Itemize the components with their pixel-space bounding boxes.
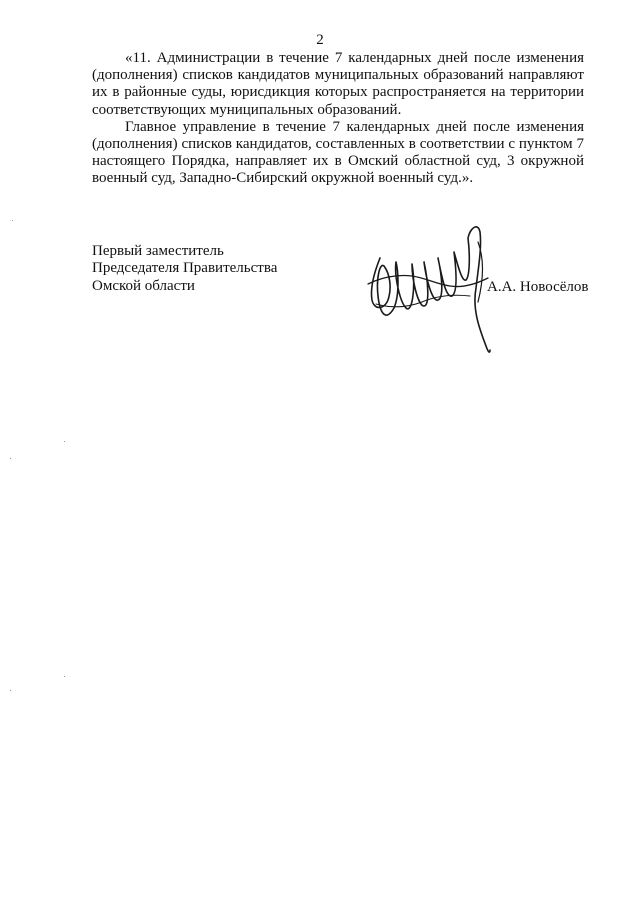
page-number: 2 — [316, 32, 324, 48]
margin-mark — [12, 220, 13, 221]
signatory-title-line: Омской области — [92, 277, 195, 294]
paragraph-main-directorate: Главное управление в течение 7 календарных дней после изменения (дополнения) списков кандидатов, составленных в соответствии с пунктом 7 настоящего Порядка, направляет их в Омский областной суд, 3 окружной военный суд, Западно-Сибирский окружной военный суд.». — [92, 118, 584, 187]
margin-mark — [64, 441, 65, 442]
signatory-name: А.А. Новосёлов — [487, 279, 589, 295]
paragraph-clause-11: «11. Администрации в течение 7 календарных дней после изменения (дополнения) списков кандидатов муниципальных образований направляют их в районные суды, юрисдикция которых распространяется на территории соответствующих муниципальных образований. — [92, 50, 584, 118]
margin-mark — [64, 676, 65, 677]
signatory-title-line: Первый заместитель — [92, 243, 224, 259]
signatory-title — [92, 243, 277, 295]
signatory-title-line: Председателя Правительства — [92, 260, 278, 277]
margin-mark — [10, 690, 11, 691]
document-body — [92, 50, 584, 188]
margin-mark — [10, 458, 11, 459]
handwritten-signature — [366, 218, 494, 358]
